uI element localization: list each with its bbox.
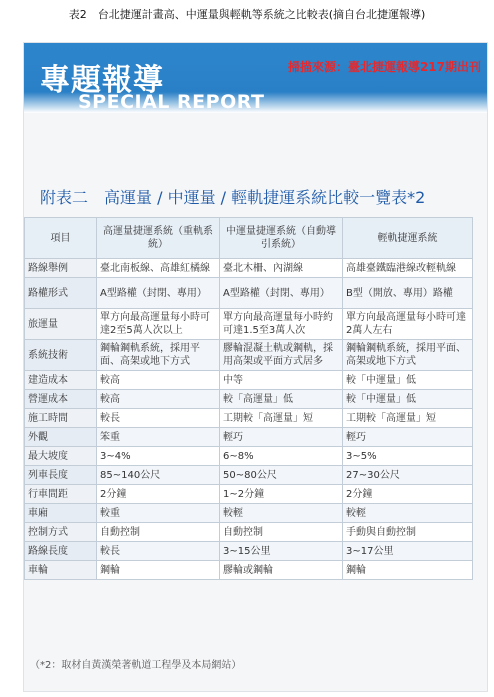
row-label: 路線舉例 (25, 259, 97, 278)
table-cell: 自動控制 (97, 523, 220, 542)
row-label: 建造成本 (25, 371, 97, 390)
table-cell: 自動控制 (220, 523, 343, 542)
table-row (25, 278, 473, 309)
table-cell: B型（開放、專用）路權 (343, 278, 473, 309)
table-row (25, 409, 473, 428)
table-cell: 較高 (97, 390, 220, 409)
row-label: 營運成本 (25, 390, 97, 409)
footnote: （*2：取材自黃漢榮著軌道工程學及本局網站） (30, 660, 242, 671)
table-row (25, 428, 473, 447)
table-row (25, 561, 473, 580)
table-row (25, 485, 473, 504)
table-cell: 膠輪混凝土軌或鋼軌，採用高架或平面方式居多 (220, 340, 343, 371)
table-cell: 3~17公里 (343, 542, 473, 561)
table-cell: 單方向最高運量每小時約可達1.5至3萬人次 (220, 309, 343, 340)
banner-title-en: SPECIAL REPORT (78, 91, 265, 113)
table-cell: 鋼輪 (343, 561, 473, 580)
table-body (25, 259, 473, 580)
table-cell: 較長 (97, 542, 220, 561)
table-cell: 1~2分鐘 (220, 485, 343, 504)
table-cell: 6~8% (220, 447, 343, 466)
table-row (25, 504, 473, 523)
table-cell: 85~140公尺 (97, 466, 220, 485)
table-cell: 較輕 (220, 504, 343, 523)
table-cell: 高雄臺鐵臨港線改輕軌線 (343, 259, 473, 278)
row-label: 旅運量 (25, 309, 97, 340)
table-cell: 臺北木柵、內湖線 (220, 259, 343, 278)
table-cell: 輕巧 (343, 428, 473, 447)
table-header-row (25, 218, 473, 259)
table-cell: 較輕 (343, 504, 473, 523)
header-medium-capacity: 中運量捷運系統（自動導引系統） (220, 218, 343, 259)
table-cell: 2分鐘 (343, 485, 473, 504)
table-row (25, 340, 473, 371)
table-cell: 單方向最高運量每小時可達2至5萬人次以上 (97, 309, 220, 340)
table-cell: 膠輪或鋼輪 (220, 561, 343, 580)
table-row (25, 523, 473, 542)
table-cell: 較「高運量」低 (220, 390, 343, 409)
table-row (25, 542, 473, 561)
row-label: 系統技術 (25, 340, 97, 371)
table-cell: 鋼輪 (97, 561, 220, 580)
table-cell: 3~4% (97, 447, 220, 466)
row-label: 控制方式 (25, 523, 97, 542)
table-cell: 工期較「高運量」短 (220, 409, 343, 428)
row-label: 施工時間 (25, 409, 97, 428)
table-cell: 臺北南板線、高雄紅橘線 (97, 259, 220, 278)
table-row (25, 371, 473, 390)
row-label: 外觀 (25, 428, 97, 447)
table-cell: 鋼輪鋼軌系統，採用平面、高架或地下方式 (97, 340, 220, 371)
table-title: 附表二 高運量 / 中運量 / 輕軌捷運系統比較一覽表*2 (40, 188, 426, 207)
scanned-page (23, 42, 488, 692)
table-row (25, 466, 473, 485)
header-heavy-rail: 高運量捷運系統（重軌系統） (97, 218, 220, 259)
row-label: 車廂 (25, 504, 97, 523)
table-cell: 單方向最高運量每小時可達2萬人左右 (343, 309, 473, 340)
header-light-rail: 輕軌捷運系統 (343, 218, 473, 259)
table-cell: 中等 (220, 371, 343, 390)
table-cell: 較高 (97, 371, 220, 390)
table-cell: 輕巧 (220, 428, 343, 447)
table-cell: 鋼輪鋼軌系統，採用平面、高架或地下方式 (343, 340, 473, 371)
table-cell: 手動與自動控制 (343, 523, 473, 542)
table-cell: 笨重 (97, 428, 220, 447)
table-cell: 較「中運量」低 (343, 371, 473, 390)
table-cell: 2分鐘 (97, 485, 220, 504)
row-label: 路權形式 (25, 278, 97, 309)
scan-source-note: 掃描來源：臺北捷運報導217期出刊 (287, 60, 481, 74)
table-row (25, 447, 473, 466)
document-caption: 表2 台北捷運計畫高、中運量與輕軌等系統之比較表(摘自台北捷運報導) (68, 8, 426, 21)
row-label: 車輪 (25, 561, 97, 580)
table-cell: A型路權（封閉、專用） (220, 278, 343, 309)
table-row (25, 390, 473, 409)
special-report-banner (24, 43, 487, 113)
table-cell: 3~15公里 (220, 542, 343, 561)
table-row (25, 309, 473, 340)
table-cell: 較「中運量」低 (343, 390, 473, 409)
row-label: 列車長度 (25, 466, 97, 485)
table-cell: 27~30公尺 (343, 466, 473, 485)
table-cell: 較重 (97, 504, 220, 523)
row-label: 路線長度 (25, 542, 97, 561)
comparison-table (24, 217, 473, 580)
table-row (25, 259, 473, 278)
header-item: 項目 (25, 218, 97, 259)
table-cell: 工期較「高運量」短 (343, 409, 473, 428)
row-label: 行車間距 (25, 485, 97, 504)
table-cell: 50~80公尺 (220, 466, 343, 485)
table-cell: 較長 (97, 409, 220, 428)
table-cell: 3~5% (343, 447, 473, 466)
row-label: 最大坡度 (25, 447, 97, 466)
banner-title-cn: 專題報導 (40, 63, 164, 98)
table-cell: A型路權（封閉、專用） (97, 278, 220, 309)
